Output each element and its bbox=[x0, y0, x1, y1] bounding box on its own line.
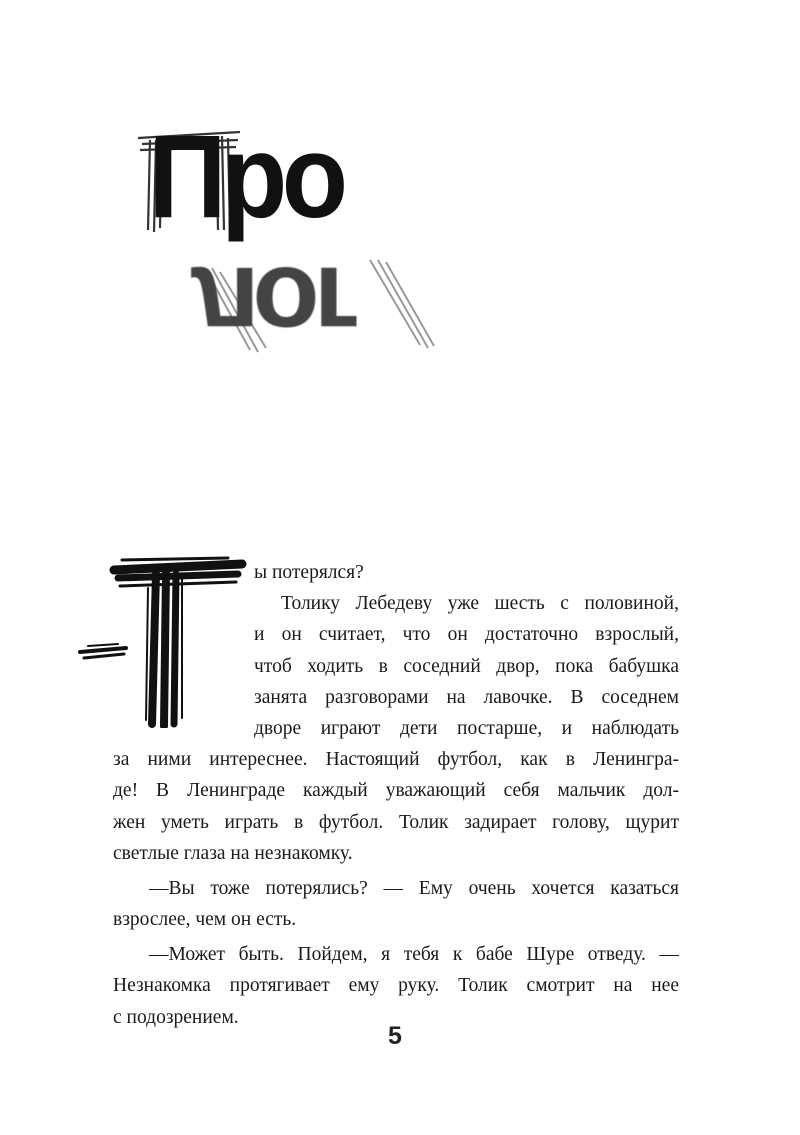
text-line: светлые глаза на незнакомку. bbox=[113, 842, 353, 864]
text-line: жен уметь играть в футбол. Толик задирает голову, щурит bbox=[113, 811, 679, 833]
text-line: —Может быть. Пойдем, я тебя к бабе Шуре отведу. — bbox=[149, 944, 679, 966]
text-line: ы потерялся? bbox=[254, 562, 364, 583]
text-line: —Вы тоже потерялись? — Ему очень хочется казаться bbox=[149, 877, 679, 899]
text-line: чтоб ходить в соседний двор, пока бабушка bbox=[254, 655, 679, 677]
text-line: занята разговорами на лавочке. В соседнем bbox=[254, 686, 679, 708]
text-line: Толику Лебедеву уже шесть с половиной, bbox=[281, 593, 679, 615]
text-line: де! В Ленинграде каждый уважающий себя мальчик дол- bbox=[113, 780, 679, 802]
text-line: с подозрением. bbox=[113, 1006, 239, 1028]
chapter-title-art bbox=[120, 110, 460, 380]
text-line: взрослее, чем он есть. bbox=[113, 909, 297, 931]
text-line: Незнакомка протягивает ему руку. Толик смотрит на нее bbox=[113, 975, 679, 997]
text-line: за ними интереснее. Настоящий футбол, как в Ленингра- bbox=[113, 749, 679, 771]
text-line: и он считает, что он достаточно взрослый, bbox=[254, 624, 679, 646]
chapter-title-line2: лог bbox=[190, 244, 354, 367]
text-line: дворе играют дети постарше, и наблюдать bbox=[254, 717, 679, 739]
body-text bbox=[113, 557, 679, 1033]
page-number: 5 bbox=[388, 1022, 402, 1050]
chapter-title-line1: Про bbox=[148, 111, 343, 243]
